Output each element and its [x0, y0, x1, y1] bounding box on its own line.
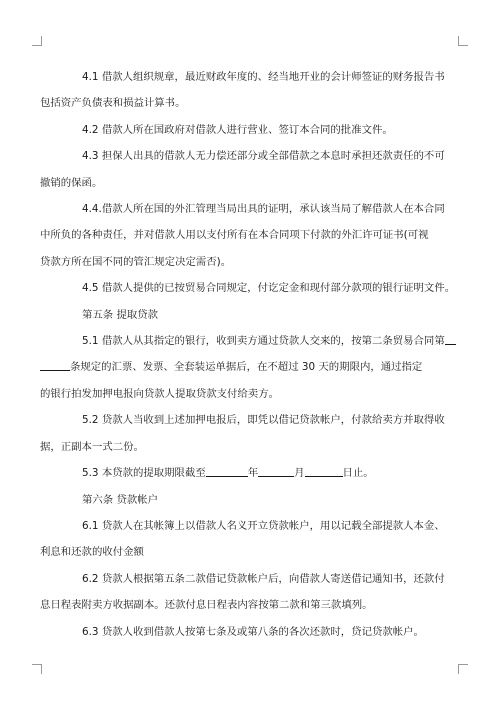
clause-5-3-text: 5.3 本贷款的提取期限截至	[82, 467, 206, 480]
day-label: 日止。	[342, 467, 374, 480]
clause-4-4-line-1: 4.4.借款人所在国的外汇管理当局出具的证明，承认该当局了解借款人在本合同	[82, 203, 445, 216]
clause-4-3-line-1: 4.3 担保人出具的借款人无力偿还部分或全部借款之本息时承担还款责任的不可	[82, 150, 445, 163]
clause-5-3	[61, 460, 441, 486]
clause-5-1-line-3: 的银行拍发加押电报向贷款人提取贷款支付给卖方。	[40, 387, 279, 400]
clause-5-1-line-2	[40, 354, 441, 380]
clause-5-2-line-1: 5.2 贷款人当收到上述加押电报后，即凭以借记贷款帐户，付款给卖方并取得收	[82, 414, 445, 427]
month-label: 月	[294, 467, 305, 480]
clause-4-2-line-1: 4.2 借款人所在国政府对借款人进行营业、签订本合同的批准文件。	[82, 123, 393, 136]
clause-5-1-line-1-text: 5.1 借款人从其指定的银行，收到卖方通过贷款人交来的，按第二条贸易合同第	[82, 335, 445, 348]
clause-4-5-line-1: 4.5 借款人提供的已按贸易合同规定，付讫定金和现付部分款项的银行证明文件。	[82, 282, 456, 295]
crop-mark-bottom-left	[32, 664, 42, 674]
clause-4-3-line-2: 撤销的保函。	[40, 176, 103, 189]
clause-4-4	[40, 196, 445, 275]
clause-5-1-line-1	[61, 328, 445, 354]
clause-6-2-line-1: 6.2 贷款人根据第五条二款借记贷款帐户后，向借款人寄送借记通知书，还款付	[82, 572, 445, 585]
clause-4-4-line-2: 中所负的各种责任，并对借款人用以支付所有在本合同项下付款的外汇许可证书(可视	[40, 229, 429, 242]
clause-5-1-line-2-text: 条规定的汇票、发票、全套装运单据后，在不超过 30 天的期限内，通过指定	[70, 361, 423, 374]
clause-6-2-line-2: 息日程表附卖方收据副本。还款付息日程表内容按第二款和第三款填列。	[40, 599, 373, 612]
clause-5-2-line-2: 据，正副本一式二份。	[40, 440, 144, 453]
fill-blank-month	[258, 466, 294, 477]
fill-blank	[445, 334, 456, 345]
clause-4-4-line-3: 贷款方所在国不同的管汇规定决定需否)。	[40, 255, 232, 268]
fill-blank-year	[206, 466, 248, 477]
article-5-heading	[61, 302, 441, 328]
fill-blank	[40, 360, 70, 371]
crop-mark-top-left	[32, 36, 42, 46]
clause-5-1	[40, 328, 445, 407]
clause-4-1-line-1: 4.1 借款人组织规章，最近财政年度的、经当地开业的会计师签证的财务报告书	[82, 71, 445, 83]
clause-4-1-line-2: 包括资产负债表和损益计算书。	[40, 97, 186, 110]
clause-6-1	[40, 513, 445, 566]
article-6-heading	[61, 487, 441, 513]
article-6-title: 第六条 贷款帐户	[82, 493, 159, 506]
clause-6-1-line-1: 6.1 贷款人在其帐簿上以借款人名义开立贷款帐户，用以记载全部提款人本金、	[82, 519, 445, 532]
clause-6-3	[61, 619, 441, 645]
crop-mark-top-right	[458, 36, 468, 46]
clause-6-3-line-1: 6.3 贷款人收到借款人按第七条及或第八条的各次还款时，贷记贷款帐户。	[82, 625, 424, 638]
clause-5-3-line-1	[61, 460, 441, 486]
year-label: 年	[247, 467, 259, 480]
clause-4-3	[40, 143, 445, 196]
article-5-title: 第五条 提取贷款	[82, 308, 159, 321]
clause-4-2	[61, 117, 441, 143]
fill-blank-day	[305, 466, 343, 477]
document-body	[40, 64, 456, 645]
clause-4-1	[40, 64, 445, 117]
crop-mark-bottom-right	[458, 664, 468, 674]
clause-5-2	[40, 407, 445, 460]
clause-4-5	[61, 275, 456, 301]
clause-6-2	[40, 566, 445, 619]
clause-6-1-line-2: 利息和还款的收付金额	[40, 546, 144, 559]
